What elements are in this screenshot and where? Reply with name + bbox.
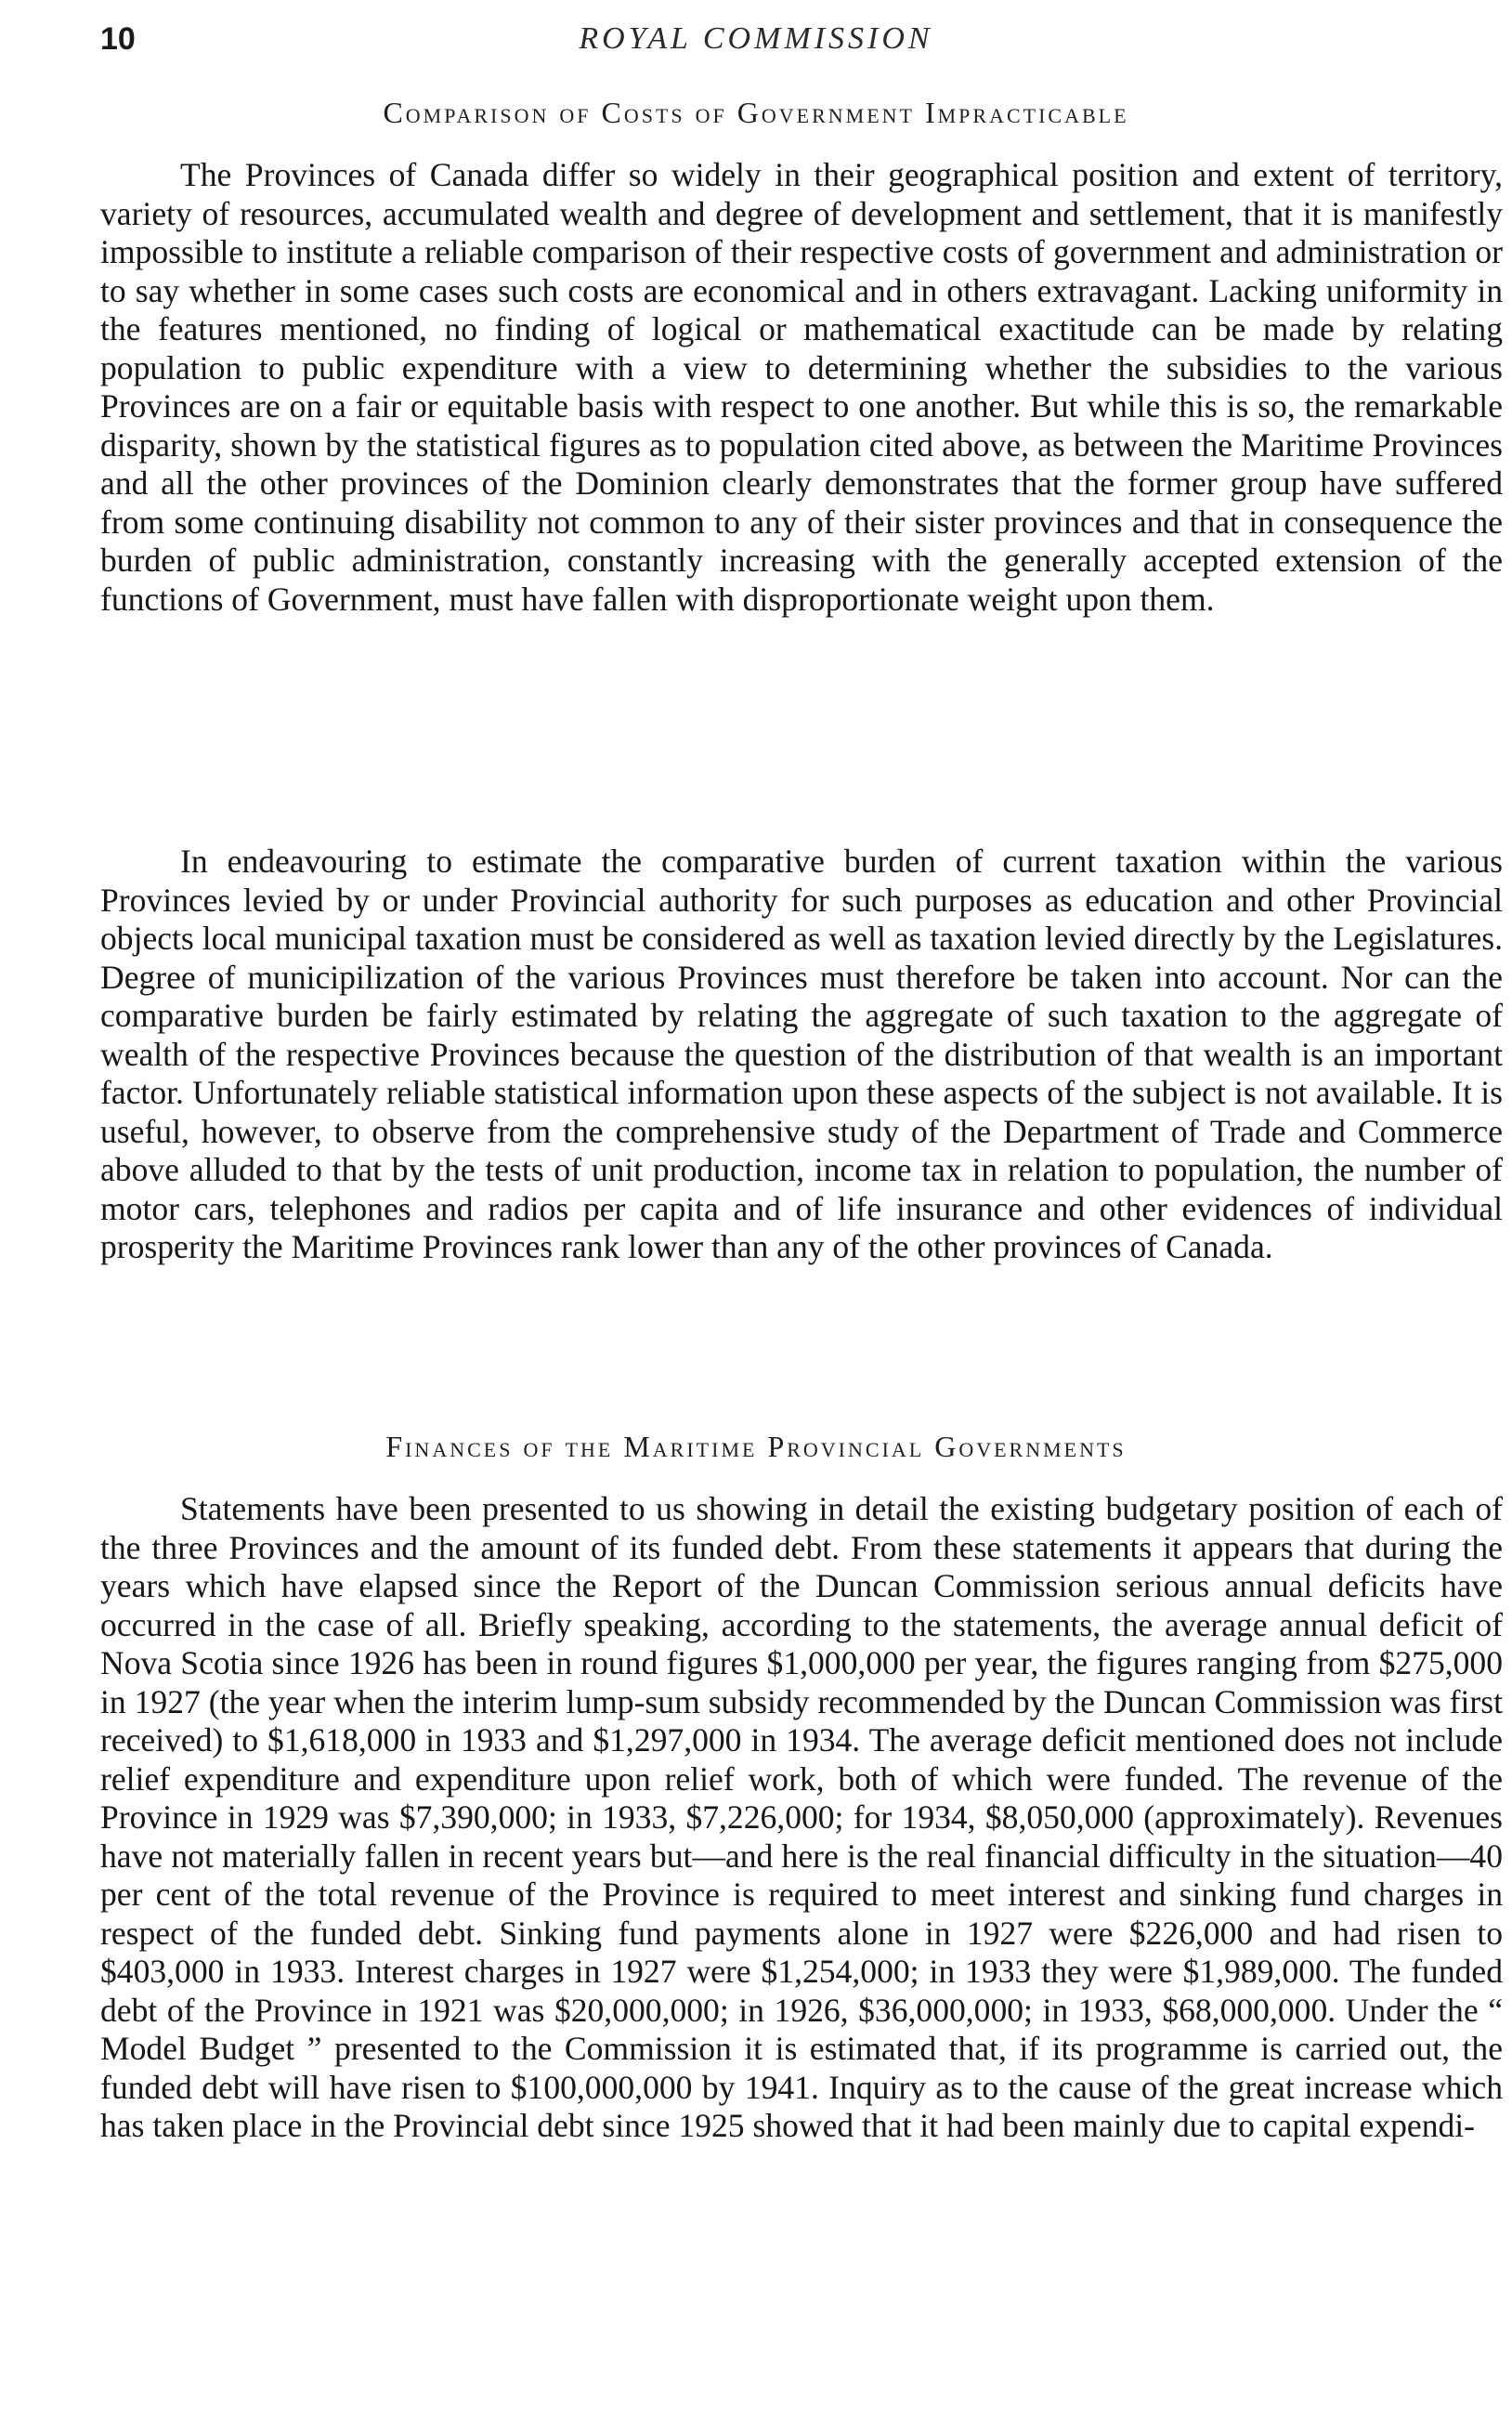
paragraph-budgetary-position: Statements have been presented to us showing in detail the existing budgetary position of each of the three Provinces and the amount of its funded debt. From these statements it appears that during the years which have elapsed since the Report of the Duncan Commission serious annual deficits have occurred in the case of all. Briefly speaking, according to the statements, the average annual deficit of Nova Scotia since 1926 has been in round figures $1,000,000 per year, the figures ranging from $275,000 in 1927 (the year when the interim lump-sum subsidy recommended by the Duncan Commission was first received) to $1,618,000 in 1933 and $1,297,000 in 1934. The average deficit mentioned does not include relief expenditure and expenditure upon relief work, both of which were funded. The revenue of the Province in 1929 was $7,390,000; in 1933, $7,226,000; for 1934, $8,050,000 (approximately). Revenues have not materially fallen in recent years but—and here is the real financial difficulty in the situation—40 per cent of the total revenue of the Province is required to meet interest and sinking fund charges in respect of the funded debt. Sinking fund payments alone in 1927 were $226,000 and had risen to $403,000 in 1933. Interest charges in 1927 were $1,254,000; in 1933 they were $1,989,000. The funded debt of the Province in 1921 was $20,000,000; in 1926, $36,000,000; in 1933, $68,000,000. Under the “ Model Budget ” presented to the Commission it is estimated that, if its programme is carried out, the funded debt will have risen to $100,000,000 by 1941. Inquiry as to the cause of the great increase which has taken place in the Provincial debt since 1925 showed that it had been mainly due to capital expendi- <box>100 1490 1503 2144</box>
running-title: ROYAL COMMISSION <box>579 21 933 56</box>
page-number: 10 <box>100 21 136 57</box>
paragraph-cost-comparison: The Provinces of Canada differ so widely in their geographical position and extent of territory, variety of resources, accumulated wealth and degree of development and settlement, that it is manifestly impossible to institute a reliable comparison of their respective costs of government and administration or to say whether in some cases such costs are economical and in others extravagant. Lacking uniformity in the features mentioned, no finding of logical or mathematical exactitude can be made by relating population to public expenditure with a view to determining whether the subsidies to the various Provinces are on a fair or equitable basis with respect to one another. But while this is so, the remarkable disparity, shown by the statistical figures as to population cited above, as between the Maritime Provinces and all the other provinces of the Dominion clearly demonstrates that the former group have suffered from some continuing disability not common to any of their sister provinces and that in consequence the burden of public administration, constantly increasing with the generally accepted extension of the functions of Government, must have fallen with disproportionate weight upon them. <box>100 156 1503 618</box>
paragraph-taxation-burden: In endeavouring to estimate the comparative burden of current taxation within the various Provinces levied by or under Provincial authority for such purposes as education and other Provincial objects local municipal taxation must be considered as well as taxation levied directly by the Legislatures. Degree of municipilization of the various Provinces must therefore be taken into account. Nor can the comparative burden be fairly estimated by relating the aggregate of such taxation to the aggregate of wealth of the respective Provinces because the question of the distribution of that wealth is an important factor. Unfortunately reliable statistical information upon these aspects of the subject is not available. It is useful, however, to observe from the comprehensive study of the Department of Trade and Commerce above alluded to that by the tests of unit production, income tax in relation to population, the number of motor cars, telephones and radios per capita and of life insurance and other evidences of individual prosperity the Maritime Provinces rank lower than any of the other provinces of Canada. <box>100 843 1503 1265</box>
section-heading-maritime-finances: Finances of the Maritime Provincial Governments <box>385 1430 1127 1463</box>
section-heading-cost-comparison: Comparison of Costs of Government Impracticable <box>383 96 1129 129</box>
